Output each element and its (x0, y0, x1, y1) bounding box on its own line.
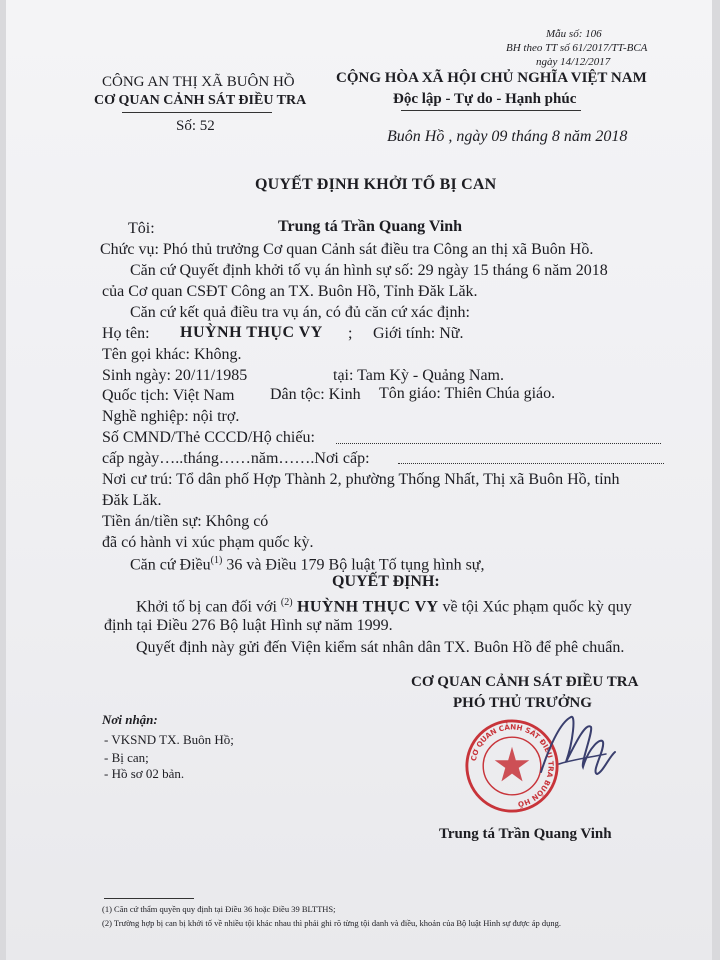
legal-basis-1-cont: của Cơ quan CSĐT Công an TX. Buôn Hồ, Tỉnh Đăk Lăk. (102, 283, 478, 300)
signer-name: Trung tá Trần Quang Vinh (439, 826, 612, 842)
footnote-rule (104, 898, 194, 899)
agency-department: CƠ QUAN CẢNH SÁT ĐIỀU TRA (94, 93, 307, 108)
occupation: Nghề nghiệp: nội trợ. (102, 408, 240, 425)
offense-description: đã có hành vi xúc phạm quốc kỳ. (102, 534, 314, 551)
nation-title: CỘNG HÒA XÃ HỘI CHỦ NGHĨA VIỆT NAM (336, 70, 647, 86)
legal-basis-3: Căn cứ Điều$^{(1)}$ 36 và Điều 179 Bộ luật Tố tụng hình sự, (130, 555, 485, 574)
ethnicity: Dân tộc: Kinh (270, 386, 361, 403)
full-name-label: Họ tên: (102, 325, 150, 342)
birth-date: Sinh ngày: 20/11/1985 (102, 367, 248, 384)
nation-motto: Độc lập - Tự do - Hạnh phúc (393, 91, 577, 107)
svg-text:CƠ QUAN CẢNH SÁT ĐIỀU TRA BUÔN: CƠ QUAN CẢNH SÁT ĐIỀU TRA BUÔN HỒ (468, 722, 556, 810)
officer-position: Chức vụ: Phó thủ trưởng Cơ quan Cảnh sát điều tra Công an thị xã Buôn Hồ. (100, 241, 594, 258)
form-issued-date: ngày 14/12/2017 (536, 56, 611, 68)
id-issue-date: cấp ngày…..tháng……năm…….Nơi cấp: (102, 450, 370, 467)
date-place: Buôn Hồ , ngày 09 tháng 8 năm 2018 (387, 128, 628, 145)
id-number-blank (336, 432, 661, 444)
gender: Giới tính: Nữ. (373, 325, 464, 342)
decision-clause-1-cont: định tại Điều 276 Bộ luật Hình sự năm 1999. (104, 617, 393, 634)
handwritten-signature (531, 702, 621, 802)
legal-basis-1: Căn cứ Quyết định khởi tố vụ án hình sự số: 29 ngày 15 tháng 6 năm 2018 (130, 262, 608, 279)
document-page (6, 0, 712, 960)
agency-underline (122, 112, 272, 113)
full-name-value: HUỲNH THỤC VY (180, 324, 323, 341)
footnote-1: (1) Căn cứ thẩm quyền quy định tại Điều 36 hoặc Điều 39 BLTTHS; (102, 904, 336, 914)
decision-heading: QUYẾT ĐỊNH: (332, 573, 440, 590)
signing-agency: CƠ QUAN CẢNH SÁT ĐIỀU TRA (411, 674, 639, 690)
document-number: Số: 52 (176, 118, 215, 134)
document-title: QUYẾT ĐỊNH KHỞI TỐ BỊ CAN (255, 176, 497, 193)
recipient-item: - VKSND TX. Buôn Hồ; (104, 732, 234, 747)
form-number: Mẫu số: 106 (546, 28, 602, 40)
officer-name: Trung tá Trần Quang Vinh (278, 218, 463, 235)
signing-position: PHÓ THỦ TRƯỞNG (453, 695, 592, 711)
recipients-label: Nơi nhận: (102, 712, 158, 727)
full-name-separator: ; (348, 325, 353, 342)
legal-basis-2: Căn cứ kết quả điều tra vụ án, có đủ căn cứ xác định: (130, 304, 470, 321)
motto-underline (401, 110, 581, 111)
decision-clause-1: Khởi tố bị can đối với $^{(2)}$ HUỲNH THỤC VY về tội Xúc phạm quốc kỳ quy (136, 597, 632, 616)
form-issued-by: BH theo TT số 61/2017/TT-BCA (506, 42, 648, 54)
footnote-2: (2) Trường hợp bị can bị khởi tố về nhiều tội khác nhau thì phải ghi rõ từng tội danh và điều, khoản của Bộ luật Hình sự được áp dụng. (102, 918, 561, 928)
nationality: Quốc tịch: Việt Nam (102, 387, 235, 404)
alias: Tên gọi khác: Không. (102, 346, 242, 363)
decision-clause-2: Quyết định này gửi đến Viện kiểm sát nhân dân TX. Buôn Hồ để phê chuẩn. (136, 639, 625, 656)
criminal-record: Tiền án/tiền sự: Không có (102, 513, 269, 530)
recipient-item: - Bị can; (104, 750, 149, 765)
recipient-item: - Hồ sơ 02 bản. (104, 766, 185, 781)
birth-place: tại: Tam Kỳ - Quảng Nam. (333, 367, 504, 384)
agency-name: CÔNG AN THỊ XÃ BUÔN HỒ (102, 74, 295, 90)
residence-cont: Đăk Lăk. (102, 492, 162, 509)
id-issue-place-blank (398, 452, 664, 464)
toi-label: Tôi: (128, 220, 155, 237)
id-number-label: Số CMND/Thẻ CCCD/Hộ chiếu: (102, 429, 315, 446)
residence: Nơi cư trú: Tổ dân phố Hợp Thành 2, phường Thống Nhất, Thị xã Buôn Hồ, tỉnh (102, 471, 620, 488)
religion: Tôn giáo: Thiên Chúa giáo. (379, 385, 556, 402)
